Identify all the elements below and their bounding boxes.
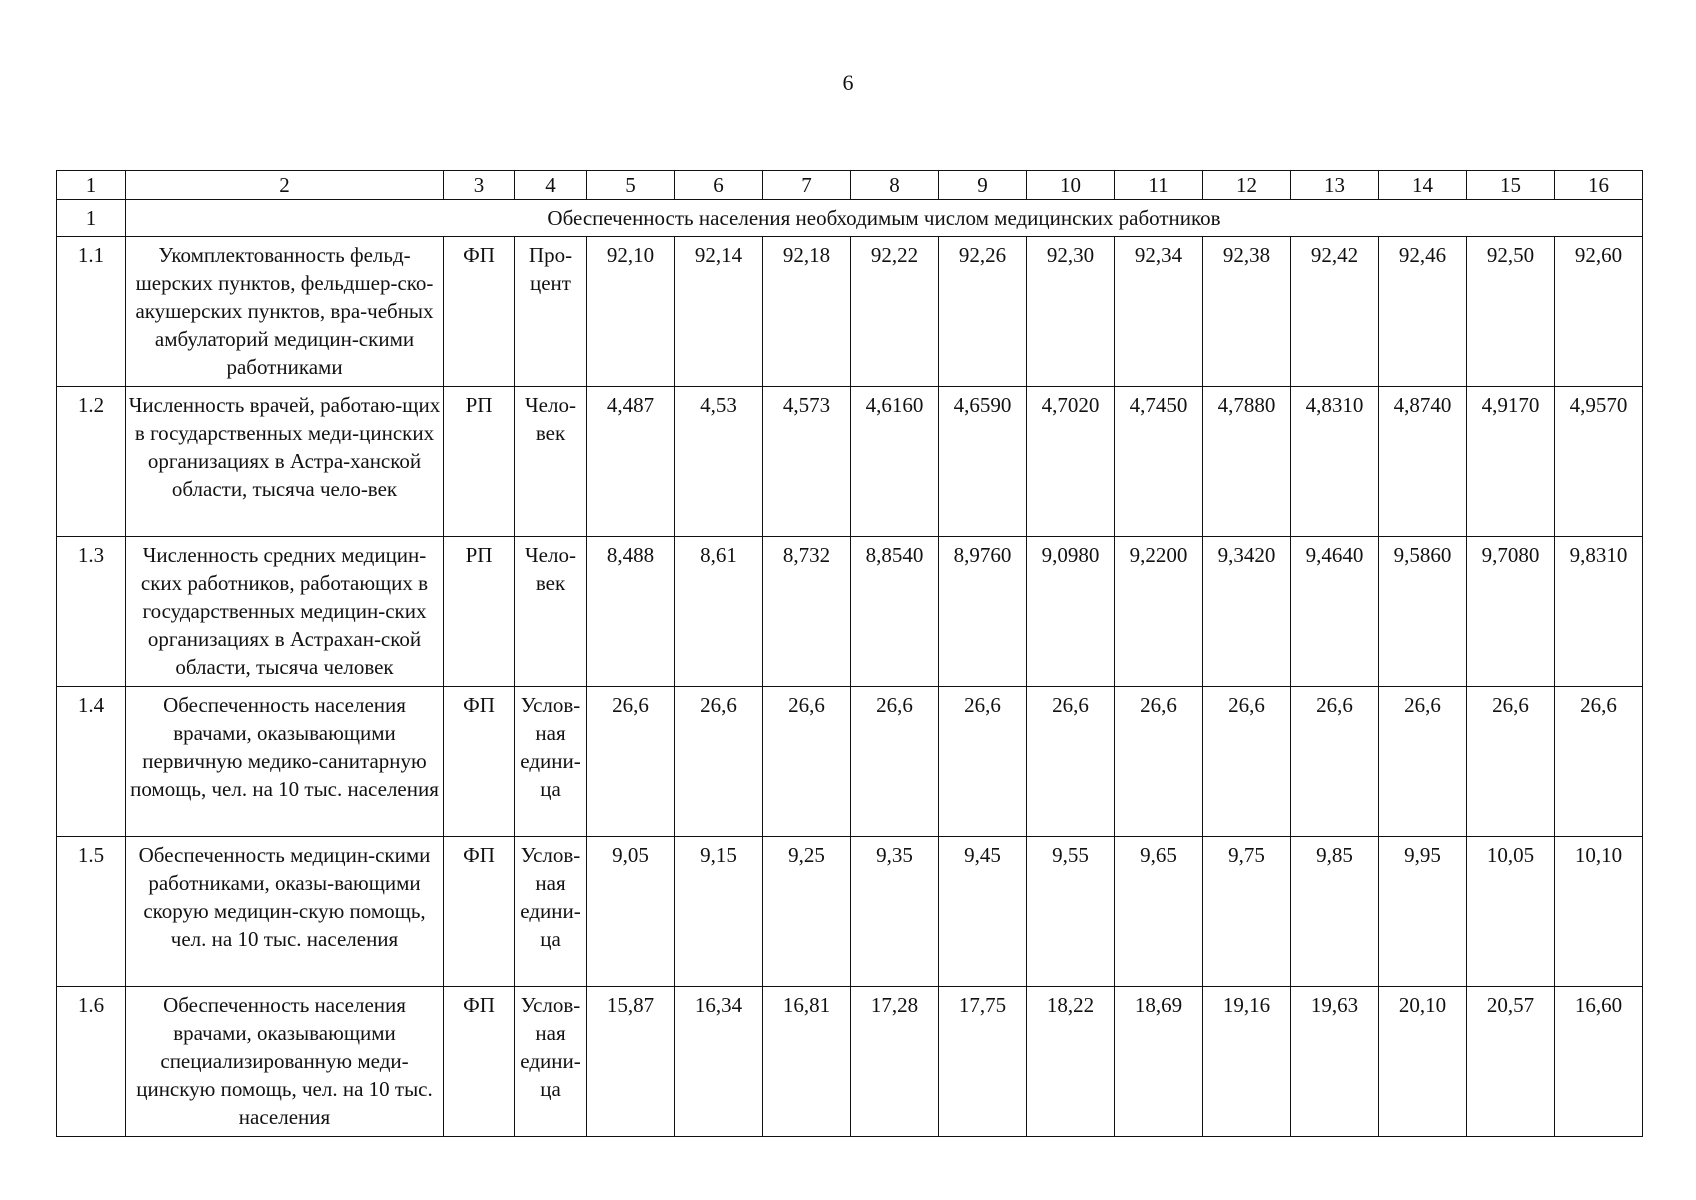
row-value: 26,6 — [1555, 687, 1643, 837]
row-value: 9,55 — [1027, 837, 1115, 987]
row-value: 15,87 — [587, 987, 675, 1137]
row-value: 92,22 — [851, 237, 939, 387]
row-description: Обеспеченность медицин-скими работниками, оказы-вающими скорую медицин-скую помощь, чел. на 10 тыс. населения — [126, 837, 444, 987]
row-value: 9,45 — [939, 837, 1027, 987]
table-row — [57, 387, 1643, 537]
row-value: 92,42 — [1291, 237, 1379, 387]
row-value: 92,10 — [587, 237, 675, 387]
row-unit: Чело-век — [515, 537, 587, 687]
column-number-row — [57, 171, 1643, 200]
row-value: 26,6 — [675, 687, 763, 837]
row-value: 92,60 — [1555, 237, 1643, 387]
row-value: 9,85 — [1291, 837, 1379, 987]
row-value: 4,7450 — [1115, 387, 1203, 537]
row-unit: Про-цент — [515, 237, 587, 387]
section-title: Обеспеченность населения необходимым числом медицинских работников — [126, 200, 1643, 237]
column-number: 4 — [515, 171, 587, 200]
row-unit: Чело-век — [515, 387, 587, 537]
row-value: 92,30 — [1027, 237, 1115, 387]
row-unit: Услов-ная едини-ца — [515, 687, 587, 837]
column-number: 5 — [587, 171, 675, 200]
column-number: 6 — [675, 171, 763, 200]
column-number: 7 — [763, 171, 851, 200]
row-value: 26,6 — [587, 687, 675, 837]
row-number: 1.4 — [57, 687, 126, 837]
row-value: 9,95 — [1379, 837, 1467, 987]
row-description: Численность средних медицин-ских работников, работающих в государственных медицин-ских организациях в Астрахан-ской области, тысяча человек — [126, 537, 444, 687]
column-number: 8 — [851, 171, 939, 200]
row-value: 26,6 — [939, 687, 1027, 837]
row-indicator-type: ФП — [444, 237, 515, 387]
row-value: 4,9170 — [1467, 387, 1555, 537]
row-value: 8,8540 — [851, 537, 939, 687]
row-indicator-type: ФП — [444, 687, 515, 837]
row-value: 9,25 — [763, 837, 851, 987]
row-value: 26,6 — [1115, 687, 1203, 837]
row-value: 9,3420 — [1203, 537, 1291, 687]
row-value: 16,34 — [675, 987, 763, 1137]
row-description: Укомплектованность фельд-шерских пунктов, фельдшер-ско-акушерских пунктов, вра-чебных амбулаторий медицин-скими работниками — [126, 237, 444, 387]
page-number: 6 — [842, 70, 854, 95]
table-row — [57, 537, 1643, 687]
row-value: 9,5860 — [1379, 537, 1467, 687]
row-description: Обеспеченность населения врачами, оказывающими специализированную меди-цинскую помощь, чел. на 10 тыс. населения — [126, 987, 444, 1137]
row-value: 4,487 — [587, 387, 675, 537]
column-number: 16 — [1555, 171, 1643, 200]
row-value: 8,488 — [587, 537, 675, 687]
row-value: 9,05 — [587, 837, 675, 987]
column-number: 11 — [1115, 171, 1203, 200]
row-value: 4,7020 — [1027, 387, 1115, 537]
column-number: 12 — [1203, 171, 1291, 200]
row-value: 9,65 — [1115, 837, 1203, 987]
row-value: 10,05 — [1467, 837, 1555, 987]
row-value: 4,53 — [675, 387, 763, 537]
row-value: 10,10 — [1555, 837, 1643, 987]
row-number: 1.3 — [57, 537, 126, 687]
row-value: 18,69 — [1115, 987, 1203, 1137]
row-value: 19,63 — [1291, 987, 1379, 1137]
row-value: 26,6 — [1203, 687, 1291, 837]
row-value: 26,6 — [763, 687, 851, 837]
row-value: 92,34 — [1115, 237, 1203, 387]
row-number: 1.1 — [57, 237, 126, 387]
row-value: 16,81 — [763, 987, 851, 1137]
row-value: 4,8310 — [1291, 387, 1379, 537]
table-row — [57, 687, 1643, 837]
row-value: 17,75 — [939, 987, 1027, 1137]
row-value: 9,7080 — [1467, 537, 1555, 687]
row-value: 9,0980 — [1027, 537, 1115, 687]
row-value: 92,38 — [1203, 237, 1291, 387]
row-description: Обеспеченность населения врачами, оказывающими первичную медико-санитарную помощь, чел. на 10 тыс. населения — [126, 687, 444, 837]
row-unit: Услов-ная едини-ца — [515, 987, 587, 1137]
row-value: 26,6 — [851, 687, 939, 837]
row-value: 4,8740 — [1379, 387, 1467, 537]
row-number: 1.2 — [57, 387, 126, 537]
row-value: 4,7880 — [1203, 387, 1291, 537]
row-value: 9,75 — [1203, 837, 1291, 987]
row-value: 26,6 — [1379, 687, 1467, 837]
row-value: 18,22 — [1027, 987, 1115, 1137]
row-value: 9,35 — [851, 837, 939, 987]
row-indicator-type: ФП — [444, 987, 515, 1137]
row-value: 19,16 — [1203, 987, 1291, 1137]
row-value: 26,6 — [1291, 687, 1379, 837]
table-row — [57, 237, 1643, 387]
table-row — [57, 987, 1643, 1137]
row-description: Численность врачей, работаю-щих в государственных меди-цинских организациях в Астра-ханской области, тысяча чело-век — [126, 387, 444, 537]
row-value: 92,50 — [1467, 237, 1555, 387]
row-number: 1.6 — [57, 987, 126, 1137]
row-value: 17,28 — [851, 987, 939, 1137]
row-value: 8,732 — [763, 537, 851, 687]
row-unit: Услов-ная едини-ца — [515, 837, 587, 987]
row-value: 20,57 — [1467, 987, 1555, 1137]
row-value: 8,61 — [675, 537, 763, 687]
row-value: 92,46 — [1379, 237, 1467, 387]
data-rows — [57, 237, 1643, 1137]
row-value: 9,8310 — [1555, 537, 1643, 687]
row-value: 92,14 — [675, 237, 763, 387]
row-value: 4,6590 — [939, 387, 1027, 537]
row-value: 9,2200 — [1115, 537, 1203, 687]
column-number: 3 — [444, 171, 515, 200]
section-row — [57, 200, 1643, 237]
column-number: 2 — [126, 171, 444, 200]
row-value: 4,9570 — [1555, 387, 1643, 537]
row-number: 1.5 — [57, 837, 126, 987]
table-row — [57, 837, 1643, 987]
row-indicator-type: ФП — [444, 837, 515, 987]
column-number: 14 — [1379, 171, 1467, 200]
row-value: 9,15 — [675, 837, 763, 987]
column-number: 1 — [57, 171, 126, 200]
row-value: 8,9760 — [939, 537, 1027, 687]
row-value: 9,4640 — [1291, 537, 1379, 687]
row-value: 4,6160 — [851, 387, 939, 537]
row-value: 92,18 — [763, 237, 851, 387]
row-value: 26,6 — [1467, 687, 1555, 837]
row-value: 4,573 — [763, 387, 851, 537]
row-indicator-type: РП — [444, 387, 515, 537]
indicators-table — [56, 170, 1643, 1137]
row-value: 16,60 — [1555, 987, 1643, 1137]
row-indicator-type: РП — [444, 537, 515, 687]
row-value: 20,10 — [1379, 987, 1467, 1137]
column-number: 13 — [1291, 171, 1379, 200]
row-value: 26,6 — [1027, 687, 1115, 837]
column-number: 10 — [1027, 171, 1115, 200]
column-number: 9 — [939, 171, 1027, 200]
column-number: 15 — [1467, 171, 1555, 200]
row-value: 92,26 — [939, 237, 1027, 387]
section-number: 1 — [57, 200, 126, 237]
